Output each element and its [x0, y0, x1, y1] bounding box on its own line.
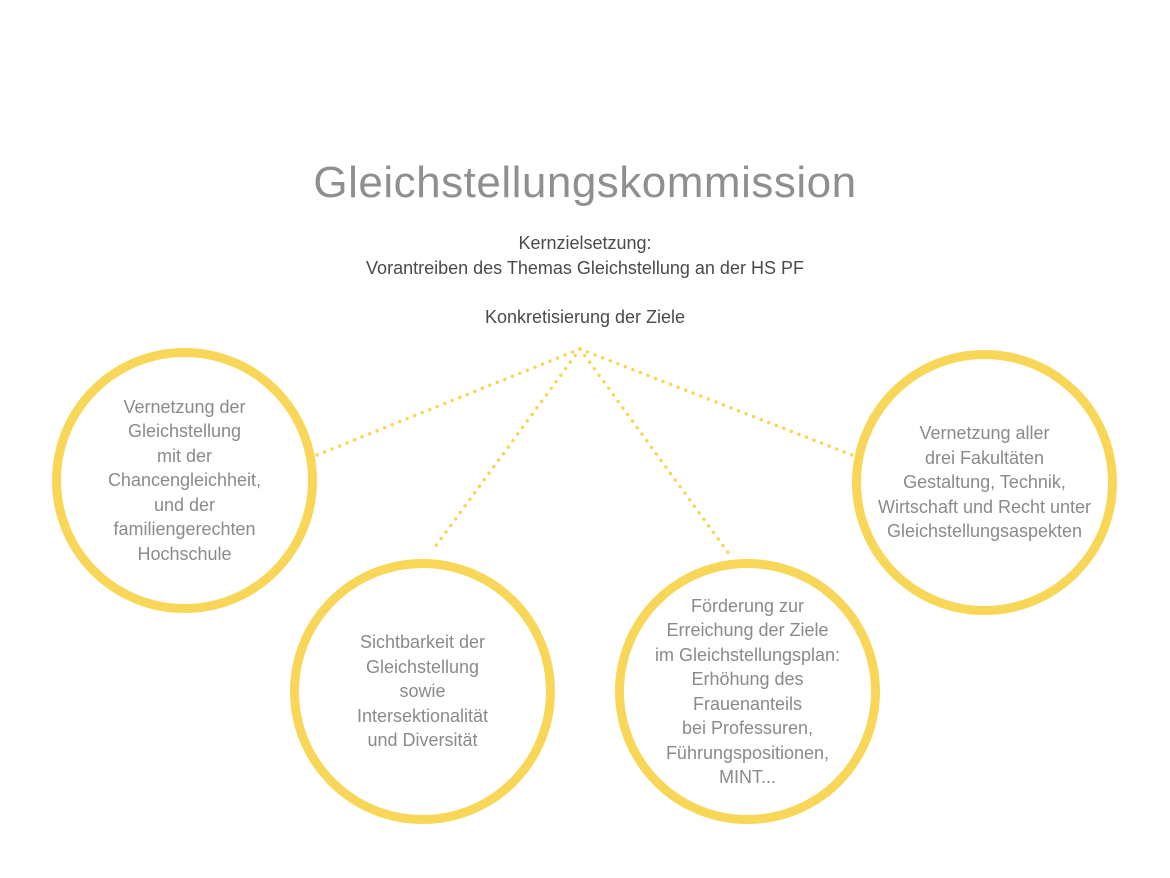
- goal-text: Förderung zur Erreichung der Ziele im Gleichstellungsplan: Erhöhung des Frauenanteils bei Professuren, Führungspositionen, MINT...: [654, 595, 841, 787]
- connector-line-3: [580, 349, 732, 558]
- core-goal-text: Vorantreiben des Themas Gleichstellung an der HS PF: [366, 258, 804, 278]
- goal-text: Vernetzung der Gleichstellung mit der Chancengleichheit, und der familiengerechten Hochschule: [107, 396, 262, 564]
- core-goal-label: Kernzielsetzung:: [518, 233, 652, 253]
- goal-circle-networking-equality: [52, 348, 317, 613]
- goal-circle-visibility: [290, 559, 555, 824]
- goal-text: Vernetzung aller drei Fakultäten Gestaltung, Technik, Wirtschaft und Recht unter Gleichstellungsaspekten: [877, 423, 1092, 542]
- goal-text: Sichtbarkeit der Gleichstellung sowie Intersektionalität und Diversität: [356, 632, 489, 751]
- concretization-heading: Konkretisierung der Ziele: [484, 307, 686, 327]
- goal-circle-promotion: [615, 559, 880, 824]
- diagram-title: Gleichstellungskommission: [313, 158, 857, 207]
- goal-circle-faculty-networking: [852, 350, 1117, 615]
- connector-line-4: [580, 349, 852, 455]
